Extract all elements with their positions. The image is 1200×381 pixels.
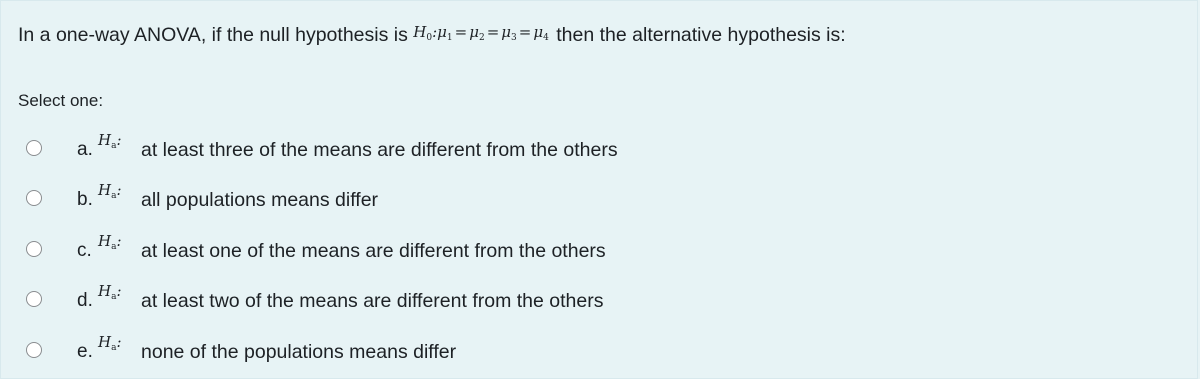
option-text: at least two of the means are different from the others	[141, 290, 604, 312]
radio-button-e[interactable]	[26, 342, 42, 358]
option-letter: c.	[77, 240, 92, 261]
question-text	[18, 22, 846, 55]
answer-option-c[interactable]	[1, 234, 1001, 274]
radio-button-d[interactable]	[26, 291, 42, 307]
question-text-before: In a one-way ANOVA, if the null hypothesis is	[18, 24, 408, 46]
option-text: at least three of the means are different from the others	[141, 139, 618, 161]
option-letter: d.	[77, 290, 93, 311]
radio-button-a[interactable]	[26, 140, 42, 156]
option-text: all populations means differ	[141, 189, 379, 211]
alternative-hypothesis-symbol: $H_a$:	[98, 181, 122, 201]
answer-option-e[interactable]	[1, 335, 1001, 375]
select-one-prompt: Select one:	[18, 91, 104, 110]
alternative-hypothesis-symbol: $H_a$:	[98, 232, 122, 252]
answer-option-a[interactable]	[1, 133, 1001, 173]
option-text: at least one of the means are different from the others	[141, 240, 606, 262]
answer-option-b[interactable]	[1, 183, 1001, 223]
option-letter: a.	[77, 139, 93, 160]
radio-button-b[interactable]	[26, 190, 42, 206]
option-letter: e.	[77, 341, 93, 362]
alternative-hypothesis-symbol: $H_a$:	[98, 282, 122, 302]
option-text: none of the populations means differ	[141, 341, 457, 363]
radio-button-c[interactable]	[26, 241, 42, 257]
alternative-hypothesis-symbol: $H_a$:	[98, 333, 122, 353]
alternative-hypothesis-symbol: $H_a$:	[98, 131, 122, 151]
option-letter: b.	[77, 189, 93, 210]
null-hypothesis-formula: $H_0:\mu_1 = \mu_2 = \mu_3 = \mu_4$	[413, 23, 549, 43]
answer-option-d[interactable]	[1, 284, 1001, 324]
question-text-after: then the alternative hypothesis is:	[556, 24, 846, 46]
